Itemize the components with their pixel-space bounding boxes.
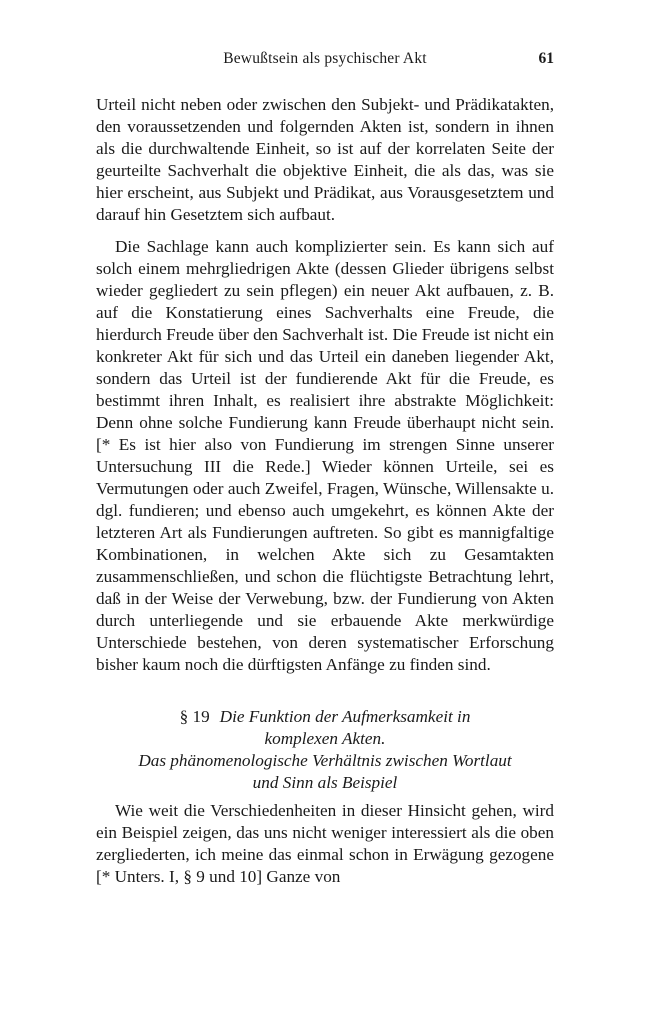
section-title-line: komplexen Akten.	[264, 729, 386, 748]
paragraph-text: Die Sachlage kann auch komplizierter sein. Es kann sich auf solch einem mehrgliedrigen Akte (dessen Glieder übrigens selbst wieder gegliedert zu sein pflegen) ein neuer Akt aufbauen, z. B. auf die Konstatierung eines Sachverhalts eine Freude, die hierdurch Freude über den Sachverhalt ist. Die Freude ist nicht ein konkreter Akt für sich und das Urteil ein daneben liegender Akt, sondern das Urteil ist der fundierende Akt für die Freude, es bestimmt ihren Inhalt, es realisiert ihre abstrakte Möglichkeit: Denn ohne solche Fundierung kann Freude überhaupt nicht sein. [* Es ist hier also von Fundierung im strengen Sinne unserer Untersuchung III die Rede.] Wieder können Urteile, sei es Vermutungen oder auch Zweifel, Fragen, Wünsche, Willensakte u. dgl. fundieren; und ebenso auch umgekehrt, es können Akte der letzteren Art als Fundierungen auftreten. So gibt es mannigfaltige Kombinationen, in welchen Akte sich zu Gesamtakten zusammenschließen, und schon die flüchtigste Betrachtung lehrt, daß in der Weise der Verwebung, bzw. der Fundierung von Akten durch unterliegende und sie erbauende Akte merkwürdige Unterschiede bestehen, von deren systematischer Erforschung bisher kaum noch die dürftigsten Anfänge zu finden sind.	[96, 237, 554, 674]
page-header	[96, 50, 554, 74]
running-head: Bewußtsein als psychischer Akt	[223, 50, 427, 67]
section-title-line	[96, 706, 554, 728]
paragraph-complex-acts	[96, 236, 554, 676]
section-heading	[96, 706, 554, 794]
paragraph-text: Urteil nicht neben oder zwischen den Subjekt- und Prädikatakten, den voraussetzenden und folgernden Akten ist, sondern in ihnen als die durchwaltende Einheit, so ist auf der korrelaten Seite der geurteilte Sachverhalt die objektive Einheit, die als das, was sie hier erscheint, aus Subjekt und Prädikat, aus Vorausgesetztem und darauf hin Gesetztem sich aufbaut.	[96, 95, 554, 224]
page-number: 61	[538, 50, 554, 67]
section-title-part: Die Funktion der Aufmerksamkeit in	[219, 707, 471, 726]
section-number: § 19	[179, 707, 210, 726]
paragraph-example	[96, 800, 554, 888]
section-title-line: Das phänomenologische Verhältnis zwischen Wortlaut	[138, 751, 512, 770]
paragraph-continued	[96, 94, 554, 226]
section-title-line: und Sinn als Beispiel	[252, 773, 398, 792]
paragraph-text: Wie weit die Verschiedenheiten in dieser Hinsicht gehen, wird ein Beispiel zeigen, das uns nicht weniger interessiert als die oben zergliederten, ich meine das einmal schon in Erwägung gezogene [* Unters. I, § 9 und 10] Ganze von	[96, 801, 554, 886]
